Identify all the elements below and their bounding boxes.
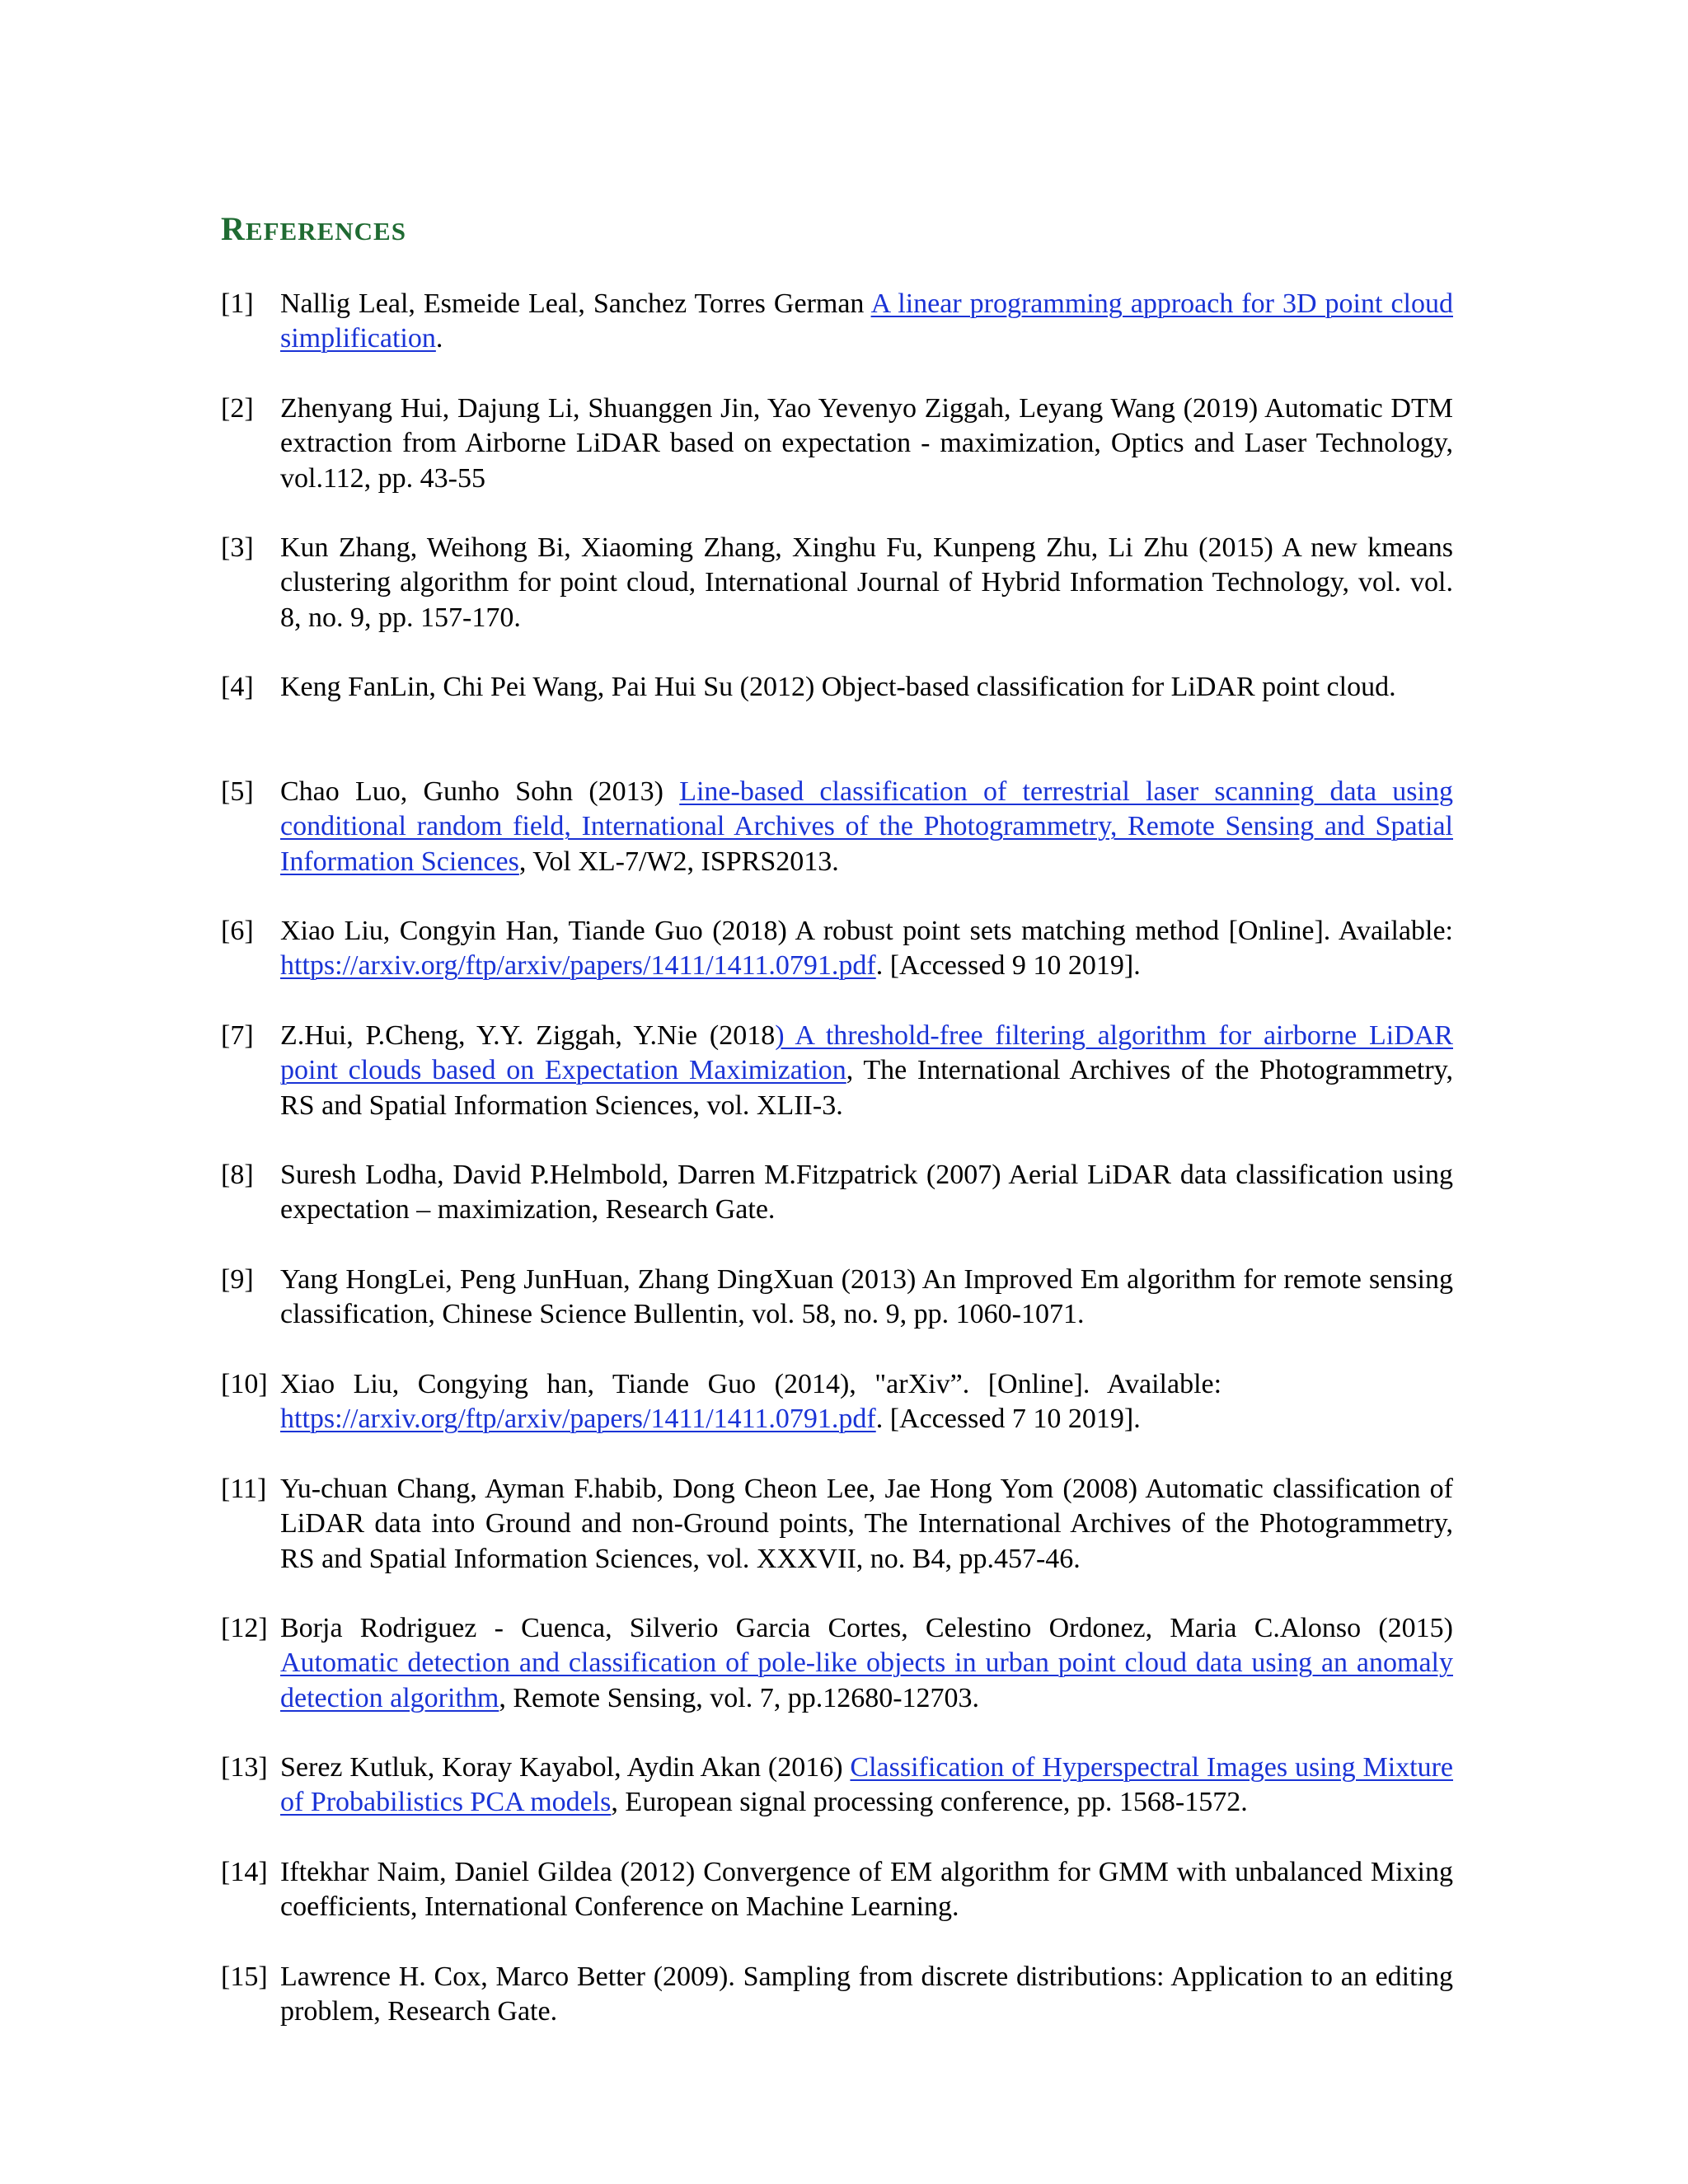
reference-item	[221, 1158, 1453, 1228]
reference-number: [6]	[221, 916, 254, 946]
reference-link[interactable]: Line-based classification of terrestrial laser scanning data using conditional random field, International Archives of the Photogrammetry, Remote Sensing and Spatial Information Sciences	[280, 776, 1453, 877]
reference-item	[221, 1750, 1453, 1821]
reference-text	[280, 1367, 1453, 1437]
reference-suffix: , The International Archives of the Photogrammetry, RS and Spatial Information Sciences, vol. XLII-3.	[280, 1055, 1453, 1121]
reference-text	[280, 1750, 1453, 1821]
reference-item	[221, 1960, 1453, 2030]
heading-rest: EFERENCES	[245, 217, 406, 246]
reference-authors: Chao Luo, Gunho Sohn (2013)	[280, 776, 680, 807]
reference-item	[221, 1263, 1453, 1333]
reference-number: [8]	[221, 1160, 254, 1190]
reference-prefix: Xiao Liu, Congying han, Tiande Guo (2014), "arXiv”. [Online]. Available:	[280, 1369, 1222, 1399]
reference-item	[221, 1472, 1453, 1577]
reference-text	[280, 287, 1453, 357]
reference-number: [2]	[221, 393, 254, 424]
reference-text: Yang HongLei, Peng JunHuan, Zhang DingXuan (2013) An Improved Em algorithm for remote sensing classification, Chinese Science Bullentin, vol. 58, no. 9, pp. 1060-1071.	[280, 1264, 1453, 1330]
reference-link[interactable]: Classification of Hyperspectral Images using Mixture of Probabilistics PCA models	[280, 1752, 1454, 1818]
reference-number: [9]	[221, 1264, 254, 1295]
reference-text: Keng FanLin, Chi Pei Wang, Pai Hui Su (2012) Object-based classification for LiDAR point cloud.	[280, 672, 1396, 702]
heading-initial: R	[221, 210, 246, 247]
reference-url-link[interactable]: https://arxiv.org/ftp/arxiv/papers/1411/1411.0791.pdf	[280, 1404, 876, 1435]
reference-item	[221, 1367, 1453, 1437]
reference-link[interactable]: A linear programming approach for 3D point cloud simplification	[280, 288, 1453, 354]
reference-number: [10]	[221, 1369, 268, 1399]
reference-authors: Z.Hui, P.Cheng, Y.Y. Ziggah, Y.Nie (2018	[280, 1020, 776, 1051]
reference-number: [15]	[221, 1961, 268, 1992]
reference-suffix: , Vol XL-7/W2, ISPRS2013.	[518, 846, 839, 877]
reference-text: Kun Zhang, Weihong Bi, Xiaoming Zhang, Xinghu Fu, Kunpeng Zhu, Li Zhu (2015) A new kmeans clustering algorithm for point cloud, International Journal of Hybrid Information Technology, vol. vol. 8, no. 9, pp. 157-170.	[280, 532, 1453, 633]
references-heading	[221, 209, 406, 248]
reference-suffix: .	[435, 323, 443, 354]
reference-text	[280, 1019, 1453, 1123]
reference-item	[221, 1611, 1453, 1716]
reference-number: [3]	[221, 532, 254, 563]
reference-item	[221, 287, 1453, 357]
reference-number: [5]	[221, 776, 254, 807]
reference-number: [12]	[221, 1613, 268, 1643]
reference-suffix: . [Accessed 9 10 2019].	[875, 950, 1141, 982]
reference-text: Zhenyang Hui, Dajung Li, Shuanggen Jin, Yao Yevenyo Ziggah, Leyang Wang (2019) Automatic DTM extraction from Airborne LiDAR based on expectation - maximization, Optics and Laser Technology, vol.112, pp. 43-55	[280, 393, 1453, 494]
reference-authors: Borja Rodriguez - Cuenca, Silverio Garcia Cortes, Celestino Ordonez, Maria C.Alonso (2015)	[280, 1613, 1453, 1643]
reference-text	[280, 775, 1453, 879]
reference-item	[221, 670, 1453, 705]
reference-suffix: , European signal processing conference, pp. 1568-1572.	[611, 1787, 1248, 1818]
reference-item	[221, 775, 1453, 879]
reference-number: [7]	[221, 1020, 254, 1051]
reference-item	[221, 531, 1453, 635]
reference-link[interactable]: Automatic detection and classification of pole-like objects in urban point cloud data using an anomaly detection algorithm	[280, 1647, 1453, 1713]
reference-item	[221, 391, 1453, 496]
reference-number: [14]	[221, 1857, 268, 1887]
reference-text: Yu-chuan Chang, Ayman F.habib, Dong Cheon Lee, Jae Hong Yom (2008) Automatic classification of LiDAR data into Ground and non-Ground points, The International Archives of the Photogrammetry, RS and Spatial Information Sciences, vol. XXXVII, no. B4, pp.457-46.	[280, 1474, 1453, 1574]
reference-text: Lawrence H. Cox, Marco Better (2009). Sampling from discrete distributions: Application to an editing problem, Research Gate.	[280, 1961, 1453, 2027]
reference-authors: Serez Kutluk, Koray Kayabol, Aydin Akan (2016)	[280, 1752, 851, 1783]
reference-number: [13]	[221, 1752, 268, 1783]
reference-text: Suresh Lodha, David P.Helmbold, Darren M.Fitzpatrick (2007) Aerial LiDAR data classification using expectation – maximization, Research Gate.	[280, 1160, 1453, 1226]
reference-suffix: . [Accessed 7 10 2019].	[875, 1404, 1141, 1435]
reference-suffix: , Remote Sensing, vol. 7, pp.12680-12703.	[499, 1682, 980, 1713]
reference-link[interactable]: ) A threshold-free filtering algorithm for airborne LiDAR point clouds based on Expectation Maximization	[280, 1020, 1453, 1086]
reference-item	[221, 1855, 1453, 1925]
reference-text	[280, 1611, 1453, 1716]
reference-text	[280, 914, 1453, 984]
reference-item	[221, 914, 1453, 984]
reference-authors: Nallig Leal, Esmeide Leal, Sanchez Torres German	[280, 288, 871, 319]
reference-number: [11]	[221, 1474, 267, 1504]
reference-text: Iftekhar Naim, Daniel Gildea (2012) Convergence of EM algorithm for GMM with unbalanced Mixing coefficients, International Conference on Machine Learning.	[280, 1857, 1453, 1923]
reference-number: [4]	[221, 672, 254, 702]
reference-item	[221, 1019, 1453, 1123]
reference-prefix: Xiao Liu, Congyin Han, Tiande Guo (2018) A robust point sets matching method [Online]. Available:	[280, 916, 1453, 946]
reference-number: [1]	[221, 288, 254, 319]
reference-url-link[interactable]: https://arxiv.org/ftp/arxiv/papers/1411/1411.0791.pdf	[280, 950, 876, 982]
